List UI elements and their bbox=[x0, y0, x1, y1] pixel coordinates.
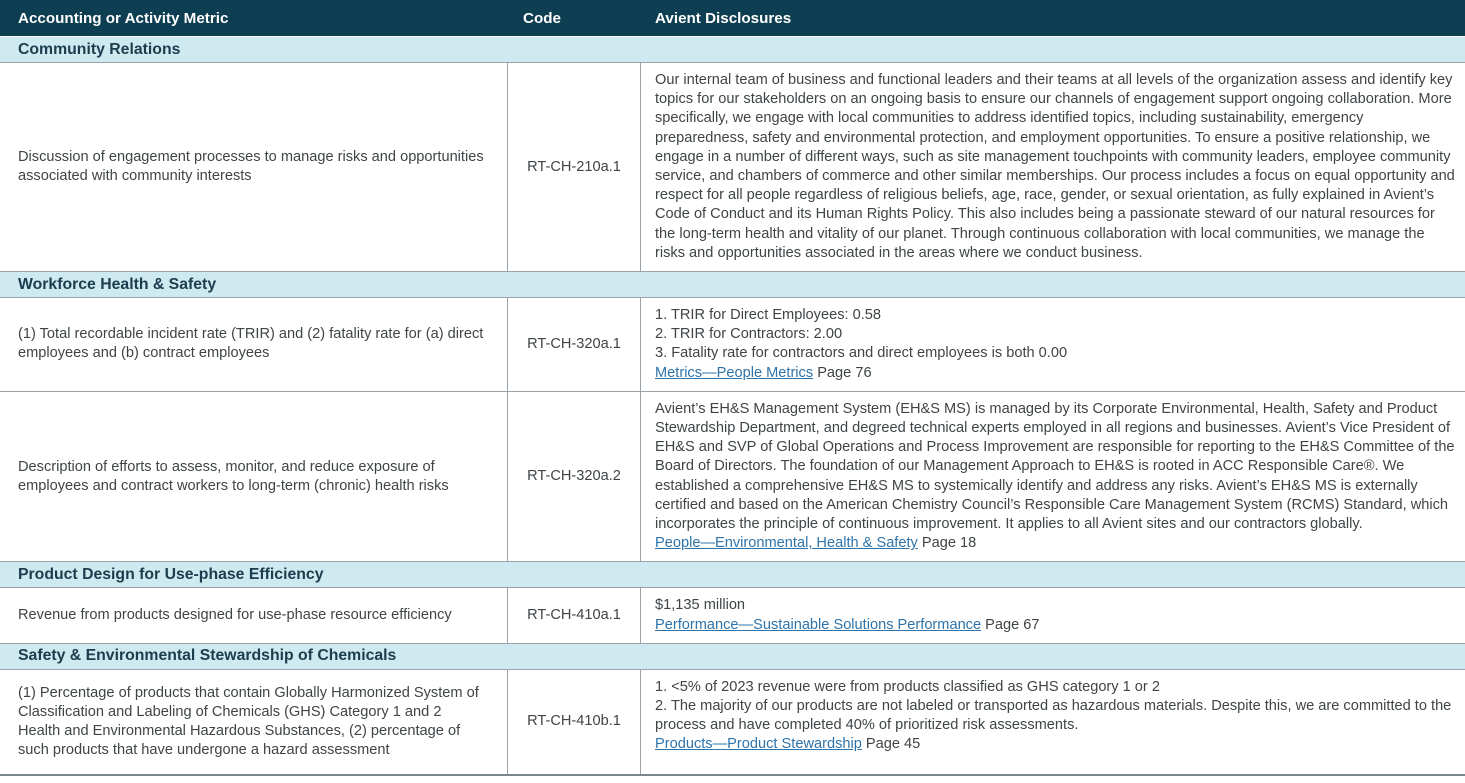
section-header-safety-environmental-stewardship bbox=[0, 643, 1465, 669]
disclosure-link[interactable]: Metrics—People Metrics bbox=[655, 364, 814, 381]
column-header-code: Code bbox=[523, 9, 561, 27]
disclosure-cell bbox=[641, 588, 1465, 642]
code-cell bbox=[507, 392, 641, 562]
section-header-community-relations bbox=[0, 36, 1465, 62]
code-cell bbox=[507, 298, 641, 391]
disclosure-text: Avient’s EH&S Management System (EH&S MS) is managed by its Corporate Environmental, Health, Safety and Product Stewardship Department, and degreed technical experts employed in all regions and businesses. Avient’s Vice President of EH&S and SVP of Global Operations and Process Improvement are responsible for reporting to the EH&S Committee of the Board of Directors. The foundation of our Management Approach to EH&S is rooted in ACC Responsible Care®. We established a comprehensive EH&S MS to systemically identify and address any risks. Avient’s EH&S MS is externally certified and based on the American Chemistry Council’s Responsible Care Management System (RCMS) Standard, which incorporates the principle of continuous improvement. It applies to all Avient sites and our contractors globally. bbox=[655, 400, 1455, 533]
disclosure-line: 2. TRIR for Contractors: 2.00 bbox=[655, 326, 843, 343]
metric-text: Description of efforts to assess, monitor, and reduce exposure of employees and contract workers to long-term (chronic) health risks bbox=[18, 458, 449, 494]
disclosure-line: 1. TRIR for Direct Employees: 0.58 bbox=[655, 307, 882, 324]
disclosure-reference-line bbox=[655, 735, 1455, 754]
disclosure-cell bbox=[641, 63, 1465, 271]
disclosure-line: $1,135 million bbox=[655, 597, 746, 614]
page-reference: Page 76 bbox=[813, 364, 872, 381]
table-row-rt-ch-210a1 bbox=[0, 62, 1465, 271]
section-header-workforce-health-safety bbox=[0, 271, 1465, 297]
disclosure-reference-line bbox=[655, 364, 1455, 383]
page-reference: Page 67 bbox=[981, 616, 1040, 633]
code-text: RT-CH-210a.1 bbox=[527, 158, 621, 175]
code-cell bbox=[507, 670, 641, 774]
disclosure-link[interactable]: People—Environmental, Health & Safety bbox=[655, 535, 918, 552]
disclosure-link[interactable]: Products—Product Stewardship bbox=[655, 736, 862, 753]
metric-text: (1) Total recordable incident rate (TRIR) and (2) fatality rate for (a) direct employees and (b) contract employees bbox=[18, 326, 484, 362]
column-header-disclosures: Avient Disclosures bbox=[655, 9, 792, 27]
table-row-rt-ch-320a1 bbox=[0, 297, 1465, 391]
metric-cell bbox=[0, 588, 507, 642]
section-title: Product Design for Use-phase Efficiency bbox=[18, 565, 324, 583]
disclosure-link[interactable]: Performance—Sustainable Solutions Performance bbox=[655, 616, 982, 633]
metric-text: Revenue from products designed for use-phase resource efficiency bbox=[18, 607, 452, 624]
section-title: Workforce Health & Safety bbox=[18, 275, 217, 293]
code-text: RT-CH-410a.1 bbox=[527, 607, 621, 624]
section-title: Safety & Environmental Stewardship of Chemicals bbox=[18, 647, 397, 665]
disclosure-line: 3. Fatality rate for contractors and direct employees is both 0.00 bbox=[655, 345, 1068, 362]
code-cell bbox=[507, 588, 641, 642]
table-row-rt-ch-410a1 bbox=[0, 587, 1465, 642]
disclosure-text: Our internal team of business and functional leaders and their teams at all levels of the organization assess and identify key topics for our stakeholders on an ongoing basis to ensure our channels of engagement support ongoing collaboration. More specifically, we engage with local communities to address identified topics, including sustainability, emergency preparedness, safety and environmental protection, and employment opportunities. To ensure a positive relationship, we engage in a number of different ways, such as site management touchpoints with community leaders, employee community service, and chambers of commerce and other similar memberships. Our process includes a focus on equal opportunity and respect for all people regardless of religious beliefs, age, race, gender, or sexual orientation, as fully explained in Avient’s Code of Conduct and its Human Rights Policy. This also includes being a passionate steward of our natural resources for the long-term health and vitality of our planet. Through continuous collaboration with local communities, we manage the risks and opportunities associated in the areas where we conduct business. bbox=[655, 72, 1455, 261]
code-text: RT-CH-320a.1 bbox=[527, 335, 621, 352]
section-header-product-design bbox=[0, 561, 1465, 587]
code-cell bbox=[507, 63, 641, 271]
table-row-rt-ch-410b1 bbox=[0, 669, 1465, 776]
disclosure-reference-line bbox=[655, 616, 1455, 635]
metric-cell bbox=[0, 670, 507, 774]
disclosure-line: 2. The majority of our products are not labeled or transported as hazardous materials. Despite this, we are committed to the process and have completed 40% of prioritized risk assessments. bbox=[655, 698, 1452, 734]
metric-text: (1) Percentage of products that contain Globally Harmonized System of Classification and Labeling of Chemicals (GHS) Category 1 and 2 Health and Environmental Hazardous Substances, (2) percentage of such products that have undergone a hazard assessment bbox=[18, 684, 479, 758]
page-reference: Page 45 bbox=[861, 736, 921, 753]
disclosure-reference-line bbox=[655, 534, 1455, 553]
section-title: Community Relations bbox=[18, 40, 181, 58]
metric-text: Discussion of engagement processes to manage risks and opportunities associated with community interests bbox=[18, 149, 484, 185]
page-reference: Page 18 bbox=[917, 535, 977, 552]
metric-cell bbox=[0, 63, 507, 271]
disclosure-cell bbox=[641, 392, 1465, 562]
column-header-metric: Accounting or Activity Metric bbox=[18, 9, 229, 27]
disclosure-line: 1. <5% of 2023 revenue were from products classified as GHS category 1 or 2 bbox=[655, 678, 1160, 695]
table-header-row bbox=[0, 0, 1465, 36]
code-text: RT-CH-320a.2 bbox=[527, 468, 621, 485]
metric-cell bbox=[0, 298, 507, 391]
metric-cell bbox=[0, 392, 507, 562]
code-text: RT-CH-410b.1 bbox=[527, 713, 621, 730]
disclosure-cell bbox=[641, 670, 1465, 774]
disclosure-cell bbox=[641, 298, 1465, 391]
table-row-rt-ch-320a2 bbox=[0, 391, 1465, 562]
